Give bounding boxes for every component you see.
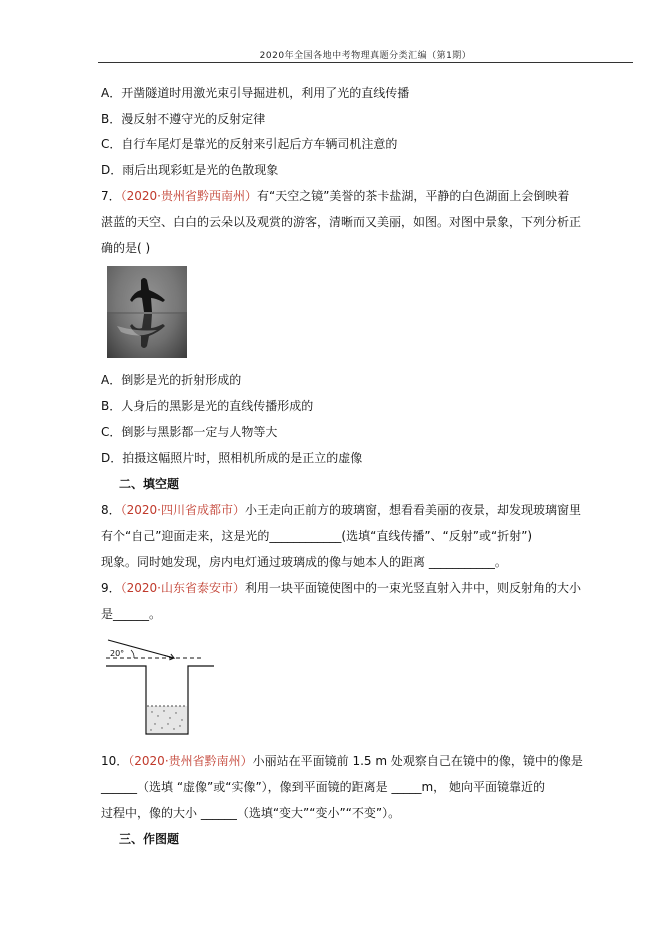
q8-line3: 现象。同时她发现，房内电灯通过玻璃成的像与她本人的距离 ___________。 [101,555,507,569]
angle-label: 20° [110,649,125,658]
angle-arc [131,650,134,658]
q9-source-tag: （2020·山东省泰安市） [120,581,245,595]
q7-option-d: D．拍摄这幅照片时，照相机所成的是正立的虚像 [101,451,363,465]
q8-source-tag: （2020·四川省成都市） [120,503,245,517]
q10-text-1: 小丽站在平面镜前 1.5 m 处观察自己在镜中的像，镜中的像是 [252,754,583,768]
q7-option-c: C．倒影与黑影都一定与人物等大 [101,425,278,439]
q7-text-1: 有“天空之镜”美誉的茶卡盐湖，平静的白色湖面上会倒映着 [257,189,570,203]
q6-option-c: C．自行车尾灯是靠光的反射来引起后方车辆司机注意的 [101,137,398,151]
section-title-drawing: 三、作图题 [119,832,180,846]
q10-line1 [101,753,583,769]
well-water [147,706,187,733]
q8-text-1: 小王走向正前方的玻璃窗，想看看美丽的夜景，却发现玻璃窗里 [245,503,582,517]
q9-line2: 是______。 [101,607,162,621]
q7-option-b: B．人身后的黑影是光的直线传播形成的 [101,399,314,413]
q6-option-a: A．开凿隧道时用激光束引导掘进机，利用了光的直线传播 [101,86,410,100]
q10-source-tag: （2020·贵州省黔南州） [128,754,253,768]
q10-line3: 过程中，像的大小 ______（选填“变大”“变小”“不变”）。 [101,806,401,820]
q8-number: 8． [101,503,121,517]
q7-number: 7． [101,189,121,203]
q7-line3: 确的是( ) [101,241,151,255]
q8-line2: 有个“自己”迎面走来，这是光的____________(选填“直线传播”、“反射”或“折射”) [101,529,533,543]
section-title-fill-in: 二、填空题 [119,477,180,491]
q8-line1 [101,502,581,518]
ray-arrow-icon [164,653,175,661]
q10-line2: ______（选填 “虚像”或“实像”），像到平面镜的距离是 _____m， 她向平面镜靠近的 [101,780,546,794]
q6-option-d: D．雨后出现彩虹是光的色散现象 [101,163,279,177]
page-header: 2020年全国各地中考物理真题分类汇编（第1期） [259,51,472,61]
salt-lake-photo [107,266,187,358]
q7-line1 [101,188,569,204]
q6-option-b: B．漫反射不遵守光的反射定律 [101,112,266,126]
well-diagram [106,638,218,740]
header-divider [98,62,633,63]
q10-number: 10． [101,754,129,768]
q9-line1 [101,580,581,596]
q9-text-1: 利用一块平面镜使图中的一束光竖直射入井中，则反射角的大小 [245,581,582,595]
q7-option-a: A．倒影是光的折射形成的 [101,373,242,387]
q9-number: 9． [101,581,121,595]
q7-source-tag: （2020·贵州省黔西南州） [120,189,257,203]
q7-line2: 湛蓝的天空、白白的云朵以及观赏的游客，清晰而又美丽，如图。对图中景象，下列分析正 [101,215,582,229]
